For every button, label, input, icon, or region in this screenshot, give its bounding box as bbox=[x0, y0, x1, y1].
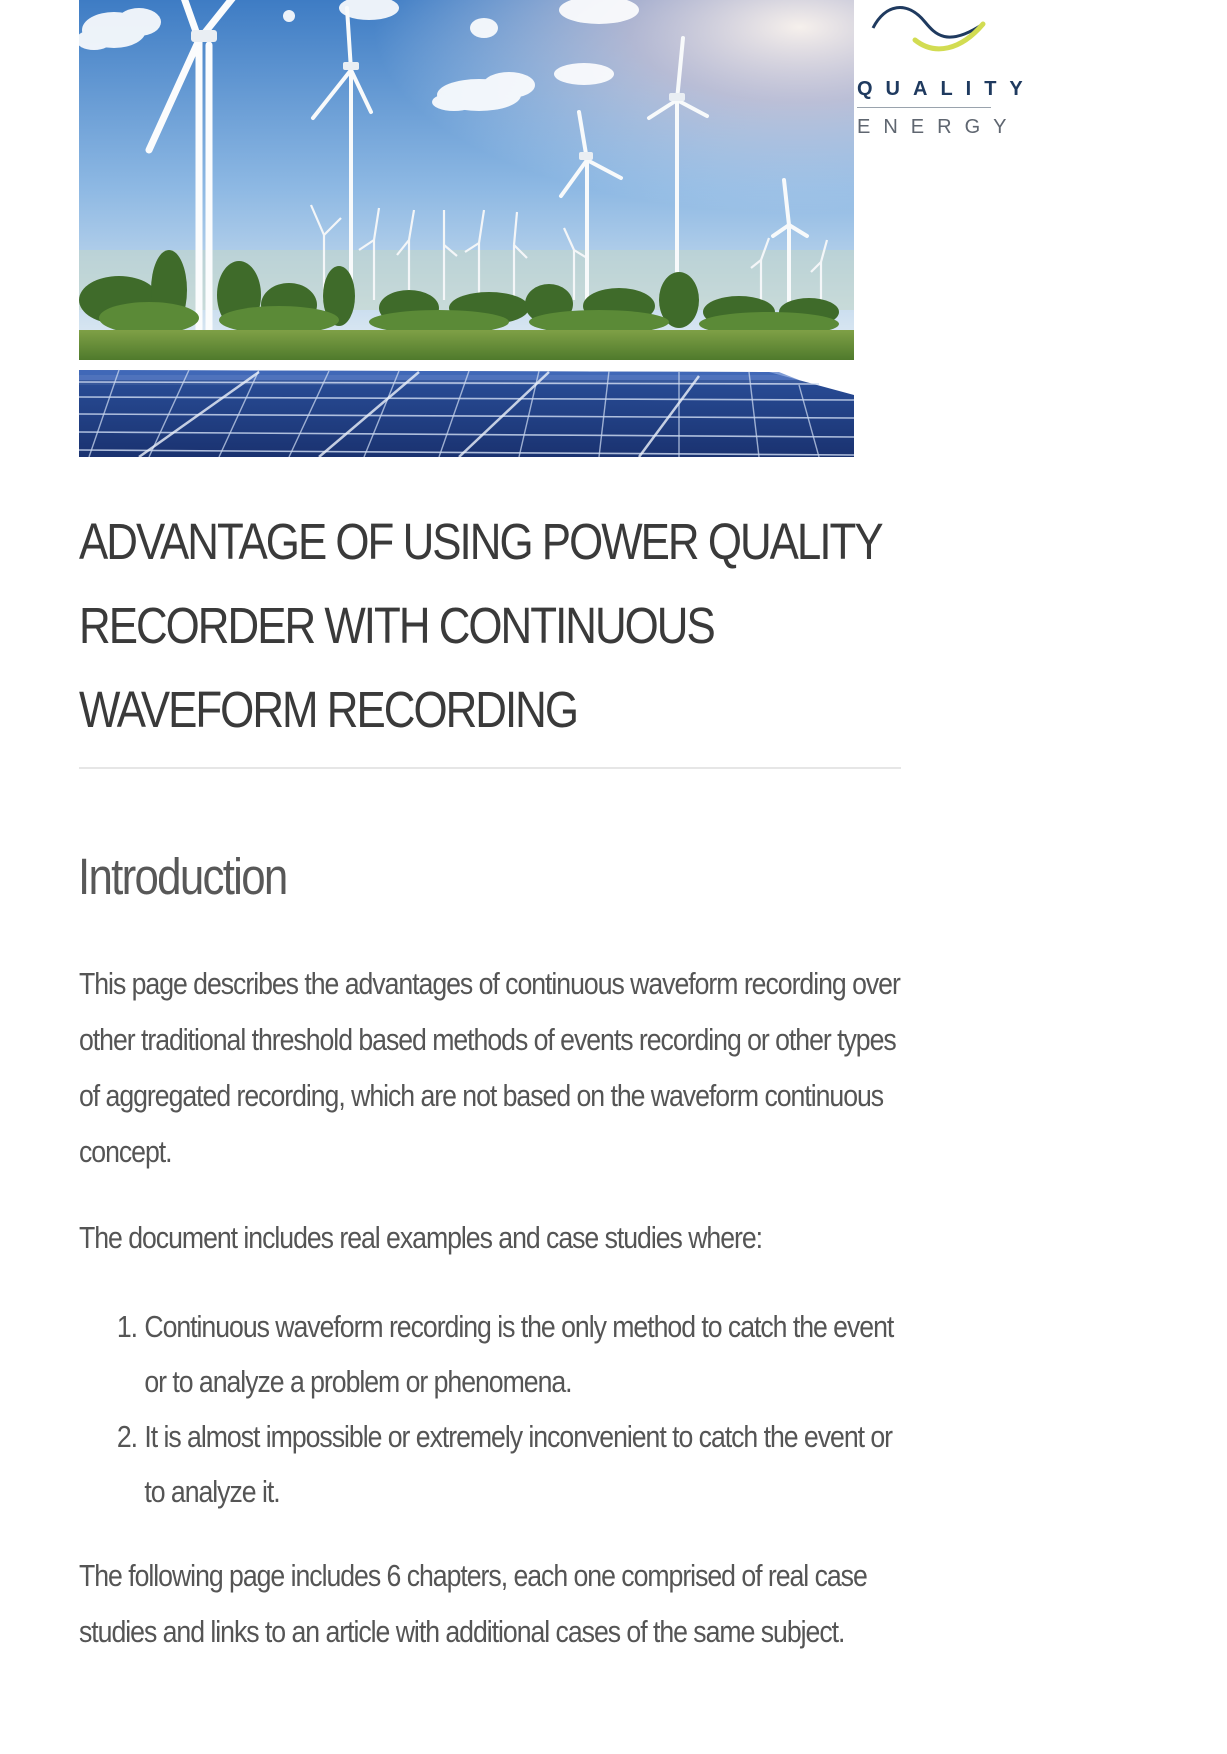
list-item-text: It is almost impossible or extremely inconvenient to catch the event or to analyze it. bbox=[144, 1419, 893, 1509]
chapters-paragraph: The following page includes 6 chapters, each one comprised of real case studies and links to an article with additional cases of the same subject. bbox=[79, 1558, 867, 1649]
list-item-number: 2. bbox=[116, 1419, 138, 1454]
logo-wordmark-energy: ENERGY bbox=[857, 116, 1020, 138]
article-content bbox=[79, 500, 901, 1660]
logo-swoosh-icon bbox=[855, 0, 995, 70]
intro-paragraph: This page describes the advantages of continuous waveform recording over other traditional threshold based methods of events recording or other types of aggregated recording, which are not based on the waveform continuous concept. bbox=[79, 966, 900, 1169]
logo-divider bbox=[857, 107, 991, 108]
list-item bbox=[116, 1299, 899, 1409]
list-item-number: 1. bbox=[116, 1309, 138, 1344]
hero-image bbox=[79, 0, 854, 457]
quality-energy-logo bbox=[855, 0, 1036, 150]
list-item bbox=[116, 1409, 899, 1519]
title-divider bbox=[79, 767, 901, 769]
examples-paragraph: The document includes real examples and case studies where: bbox=[79, 1220, 763, 1255]
page-title: ADVANTAGE OF USING POWER QUALITY RECORDER WITH CONTINUOUS WAVEFORM RECORDING bbox=[79, 513, 881, 738]
case-list bbox=[79, 1299, 899, 1519]
section-heading-introduction: Introduction bbox=[78, 848, 287, 905]
logo-wordmark-quality: QUALITY bbox=[857, 78, 1036, 100]
list-item-text: Continuous waveform recording is the only method to catch the event or to analyze a problem or phenomena. bbox=[144, 1309, 894, 1399]
